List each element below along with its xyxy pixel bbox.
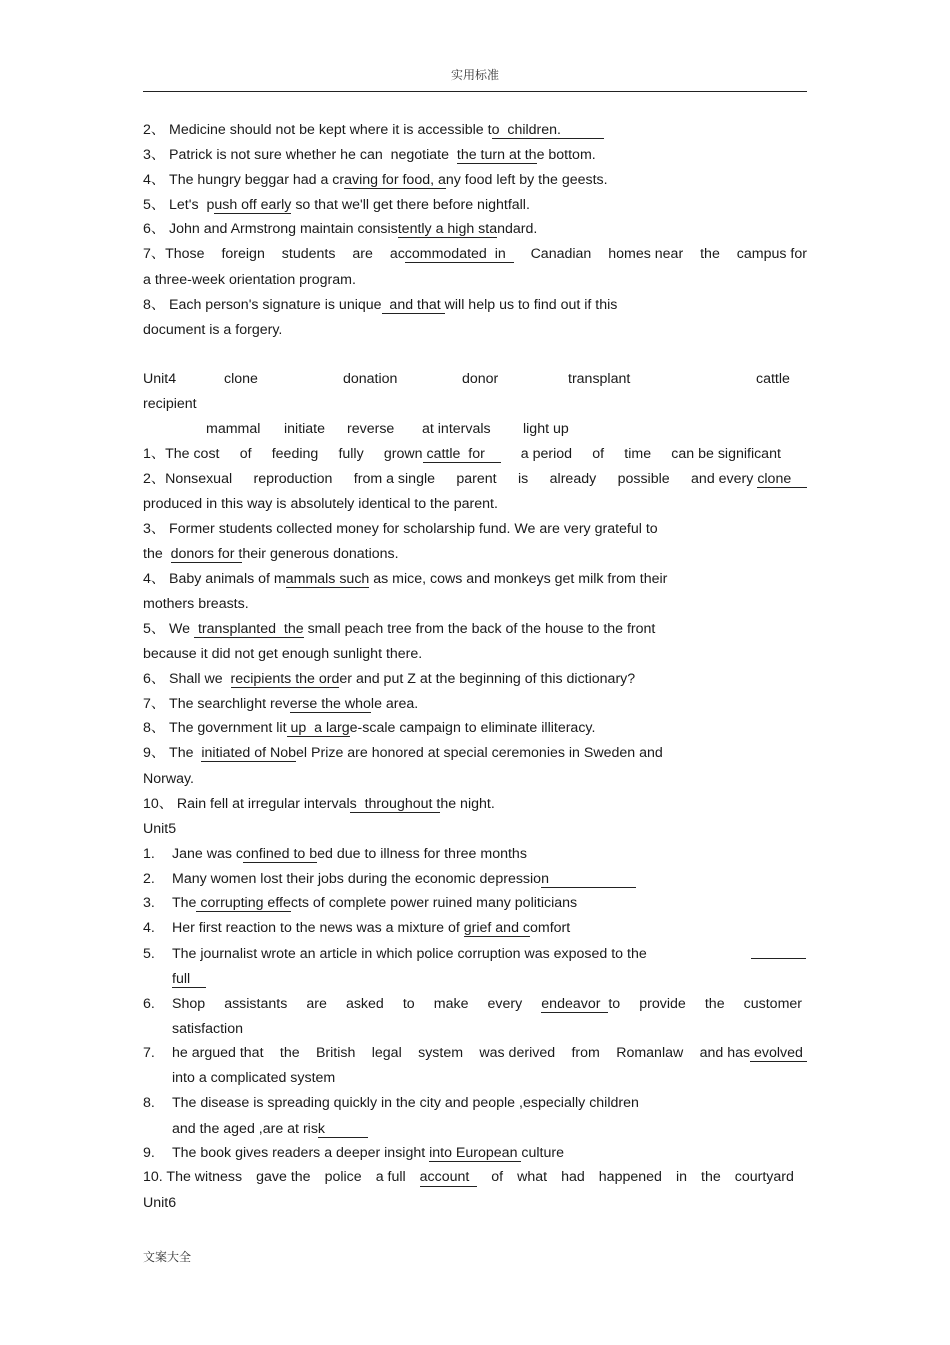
u4-question-3-cont: the donors for their generous donations. (143, 546, 399, 562)
u4-question-4-cont: mothers breasts. (143, 596, 249, 612)
u4-question-2: 2、Nonsexual reproduction from a single parent is already possible and every clone (143, 471, 807, 487)
word-mammal: mammal (206, 421, 261, 437)
u4-question-5: 5、 We transplanted the small peach tree from the back of the house to the front (143, 621, 656, 637)
u4-question-5-cont: because it did not get enough sunlight there. (143, 646, 423, 662)
word-clone: clone (224, 371, 258, 387)
u4-question-1: 1、The cost of feeding fully grown cattle for a period of time can be significant (143, 446, 781, 462)
u4-question-6: 6、 Shall we recipients the order and put Z at the beginning of this dictionary? (143, 671, 636, 687)
u3-sentence-4: 4、 The hungry beggar had a craving for food, any food left by the geests. (143, 172, 608, 188)
word-recipient: recipient (143, 396, 197, 412)
u4-question-4: 4、 Baby animals of mammals such as mice, cows and monkeys get milk from their (143, 571, 668, 587)
u4-question-7: 7、 The searchlight reverse the whole area. (143, 696, 419, 712)
u5-question-2: Many women lost their jobs during the economic depression (172, 871, 636, 887)
u5-q9-num: 9. (143, 1145, 155, 1161)
u4-question-9-cont: Norway. (143, 771, 194, 787)
u5-question-4: Her first reaction to the news was a mixture of grief and comfort (172, 920, 571, 936)
page-footer: 文案大全 (143, 1250, 192, 1264)
u5-q5-blank-line (751, 946, 806, 959)
word-at-intervals: at intervals (422, 421, 491, 437)
u5-q2-num: 2. (143, 871, 155, 887)
u3-sentence-6: 6、 John and Armstrong maintain consistently a high standard. (143, 221, 538, 237)
u5-title: Unit5 (143, 821, 177, 837)
u5-q7-num: 7. (143, 1045, 155, 1061)
page-header: 实用标准 (450, 68, 499, 82)
u4-question-9: 9、 The initiated of Nobel Prize are honored at special ceremonies in Sweden and (143, 745, 663, 761)
u5-question-6-cont: satisfaction (172, 1021, 243, 1037)
u6-title: Unit6 (143, 1195, 177, 1211)
u5-question-10: 10. The witness gave the police a full account of what had happened in the courtyard (143, 1169, 794, 1185)
word-donor: donor (462, 371, 499, 387)
u3-sentence-7: 7、Those foreign students are accommodated in Canadian homes near the campus for (143, 246, 807, 262)
word-initiate: initiate (284, 421, 326, 437)
u5-q6-num: 6. (143, 996, 155, 1012)
word-reverse: reverse (347, 421, 395, 437)
word-cattle: cattle (756, 371, 790, 387)
u5-question-1: Jane was confined to bed due to illness for three months (172, 846, 527, 862)
u5-q8-num: 8. (143, 1095, 155, 1111)
word-light-up: light up (523, 421, 569, 437)
u4-question-8: 8、 The government lit up a large-scale campaign to eliminate illiteracy. (143, 720, 596, 736)
u5-q5-num: 5. (143, 946, 155, 962)
u3-sentence-2: 2、 Medicine should not be kept where it is accessible to children. (143, 122, 605, 138)
u3-sentence-8: 8、 Each person's signature is unique and that will help us to find out if this (143, 297, 618, 313)
u5-question-9: The book gives readers a deeper insight into European culture (172, 1145, 564, 1161)
u3-sentence-5: 5、 Let's push off early so that we'll get there before nightfall. (143, 197, 530, 213)
u5-question-5-cont: full (172, 971, 206, 987)
u5-q4-num: 4. (143, 920, 155, 936)
u4-question-3: 3、 Former students collected money for scholarship fund. We are very grateful to (143, 521, 658, 537)
word-transplant: transplant (568, 371, 631, 387)
u3-sentence-3: 3、 Patrick is not sure whether he can negotiate the turn at the bottom. (143, 147, 596, 163)
u5-question-7-cont: into a complicated system (172, 1070, 336, 1086)
u4-question-10: 10、 Rain fell at irregular intervals throughout the night. (143, 796, 495, 812)
u3-sentence-7-cont: a three-week orientation program. (143, 272, 356, 288)
u4-question-2-cont: produced in this way is absolutely identical to the parent. (143, 496, 498, 512)
u5-q3-num: 3. (143, 895, 155, 911)
u5-question-8-cont: and the aged ,are at risk (172, 1121, 369, 1137)
u5-question-3: The corrupting effects of complete power ruined many politicians (172, 895, 578, 911)
u5-question-6: Shop assistants are asked to make every endeavor to provide the customer (172, 996, 802, 1012)
u5-q1-num: 1. (143, 846, 155, 862)
u5-question-8: The disease is spreading quickly in the city and people ,especially children (172, 1095, 639, 1111)
u5-question-5: The journalist wrote an article in which police corruption was exposed to the (172, 946, 647, 962)
word-donation: donation (343, 371, 398, 387)
u5-question-7: he argued that the British legal system was derived from Romanlaw and has evolved (172, 1045, 807, 1061)
u3-sentence-8-cont: document is a forgery. (143, 322, 283, 338)
u4-title: Unit4 (143, 371, 177, 387)
header-divider (143, 91, 807, 92)
